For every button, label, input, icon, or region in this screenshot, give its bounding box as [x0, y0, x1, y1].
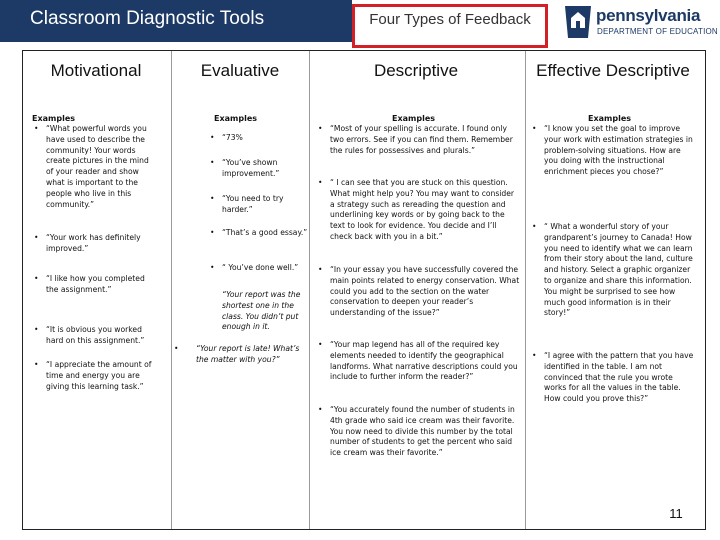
list-item: • “ I can see that you are stuck on this question. What might help you? You may want to consider a strategy such as rereading the question and underlining key words or by going back to the text to look for evidence. You decide and I’ll check back with you in a bit.”	[318, 178, 515, 241]
logo-subtitle: DEPARTMENT OF EDUCATION	[597, 27, 718, 36]
keystone-icon	[562, 4, 594, 40]
column-divider	[171, 51, 172, 529]
column-title-effective-descriptive: Effective Descriptive	[536, 61, 690, 80]
column-title-descriptive: Descriptive	[373, 61, 459, 80]
page-title: Classroom Diagnostic Tools	[30, 8, 265, 29]
list-item: • “What powerful words you have used to describe the community! Your words create pictures in the mind of your reader and show what is important to the people who live in this community.”	[34, 124, 149, 209]
page-number: 11	[669, 506, 683, 521]
callout-text: Four Types of Feedback	[369, 11, 531, 28]
feedback-callout-box	[352, 4, 548, 48]
list-item: • “I know you set the goal to improve your work with estimation strategies in problem-solving situations. How are you doing with the instructional enrichment pieces you chose?”	[532, 124, 693, 177]
column-divider	[525, 51, 526, 529]
examples-label: Examples	[588, 114, 632, 123]
examples-label: Examples	[214, 114, 258, 123]
column-title-motivational: Motivational	[50, 61, 142, 80]
examples-label: Examples	[392, 114, 436, 123]
list-item: • “Your work has definitely improved.”	[34, 233, 141, 253]
list-item: • “Most of your spelling is accurate. I found only two errors. See if you can find them. Remember the rules for possessives and plurals.”	[318, 124, 513, 155]
list-item: • “I like how you completed the assignment.”	[34, 274, 145, 294]
header-bar	[0, 0, 352, 42]
list-item: • “In your essay you have successfully covered the main points related to energy conservation. What could you add to the section on the water conservation to deepen your reader’s understanding of the issue?”	[318, 265, 520, 318]
list-item: • “I agree with the pattern that you have identified in the table. I am not convinced that the rule you wrote works for all the values in the table. How could you prove this?”	[532, 351, 694, 404]
list-item: • “You need to try harder.”	[210, 194, 284, 214]
list-item: • “I appreciate the amount of time and energy you are giving this learning task.”	[34, 360, 152, 391]
list-item: • “You’ve shown improvement.”	[210, 158, 280, 178]
list-item: • “That’s a good essay.”	[210, 228, 308, 237]
list-item: • “Your report is late! What’s the matter with you?”	[174, 344, 300, 364]
examples-label: Examples	[32, 114, 76, 123]
list-item: • “ You’ve done well.”	[210, 263, 299, 272]
list-item: • “Your map legend has all of the required key elements needed to identify the geographical landforms. What narrative descriptions could you include to further inform the reader?”	[318, 340, 518, 382]
list-item: • “ What a wonderful story of your grandparent’s journey to Canada! How you need to identify what we can learn from their story about the land, culture and history. Select a graphic organizer to organize and share this information. You might be surprised to see how much good information is in their story!”	[532, 222, 693, 318]
list-item: • “73%	[210, 133, 243, 142]
list-item: “Your report was the shortest one in the class. You didn’t put enough in it.	[222, 290, 301, 332]
column-divider	[309, 51, 310, 529]
list-item: • “It is obvious you worked hard on this assignment.”	[34, 325, 145, 345]
pennsylvania-logo	[562, 4, 718, 42]
list-item: • “You accurately found the number of students in 4th grade who said ice cream was their favorite. You now need to divide this number by the total number of students to get the percent who said ice cream was their favorite.”	[318, 405, 515, 458]
logo-name: pennsylvania	[596, 6, 701, 25]
column-title-evaluative: Evaluative	[200, 61, 280, 80]
